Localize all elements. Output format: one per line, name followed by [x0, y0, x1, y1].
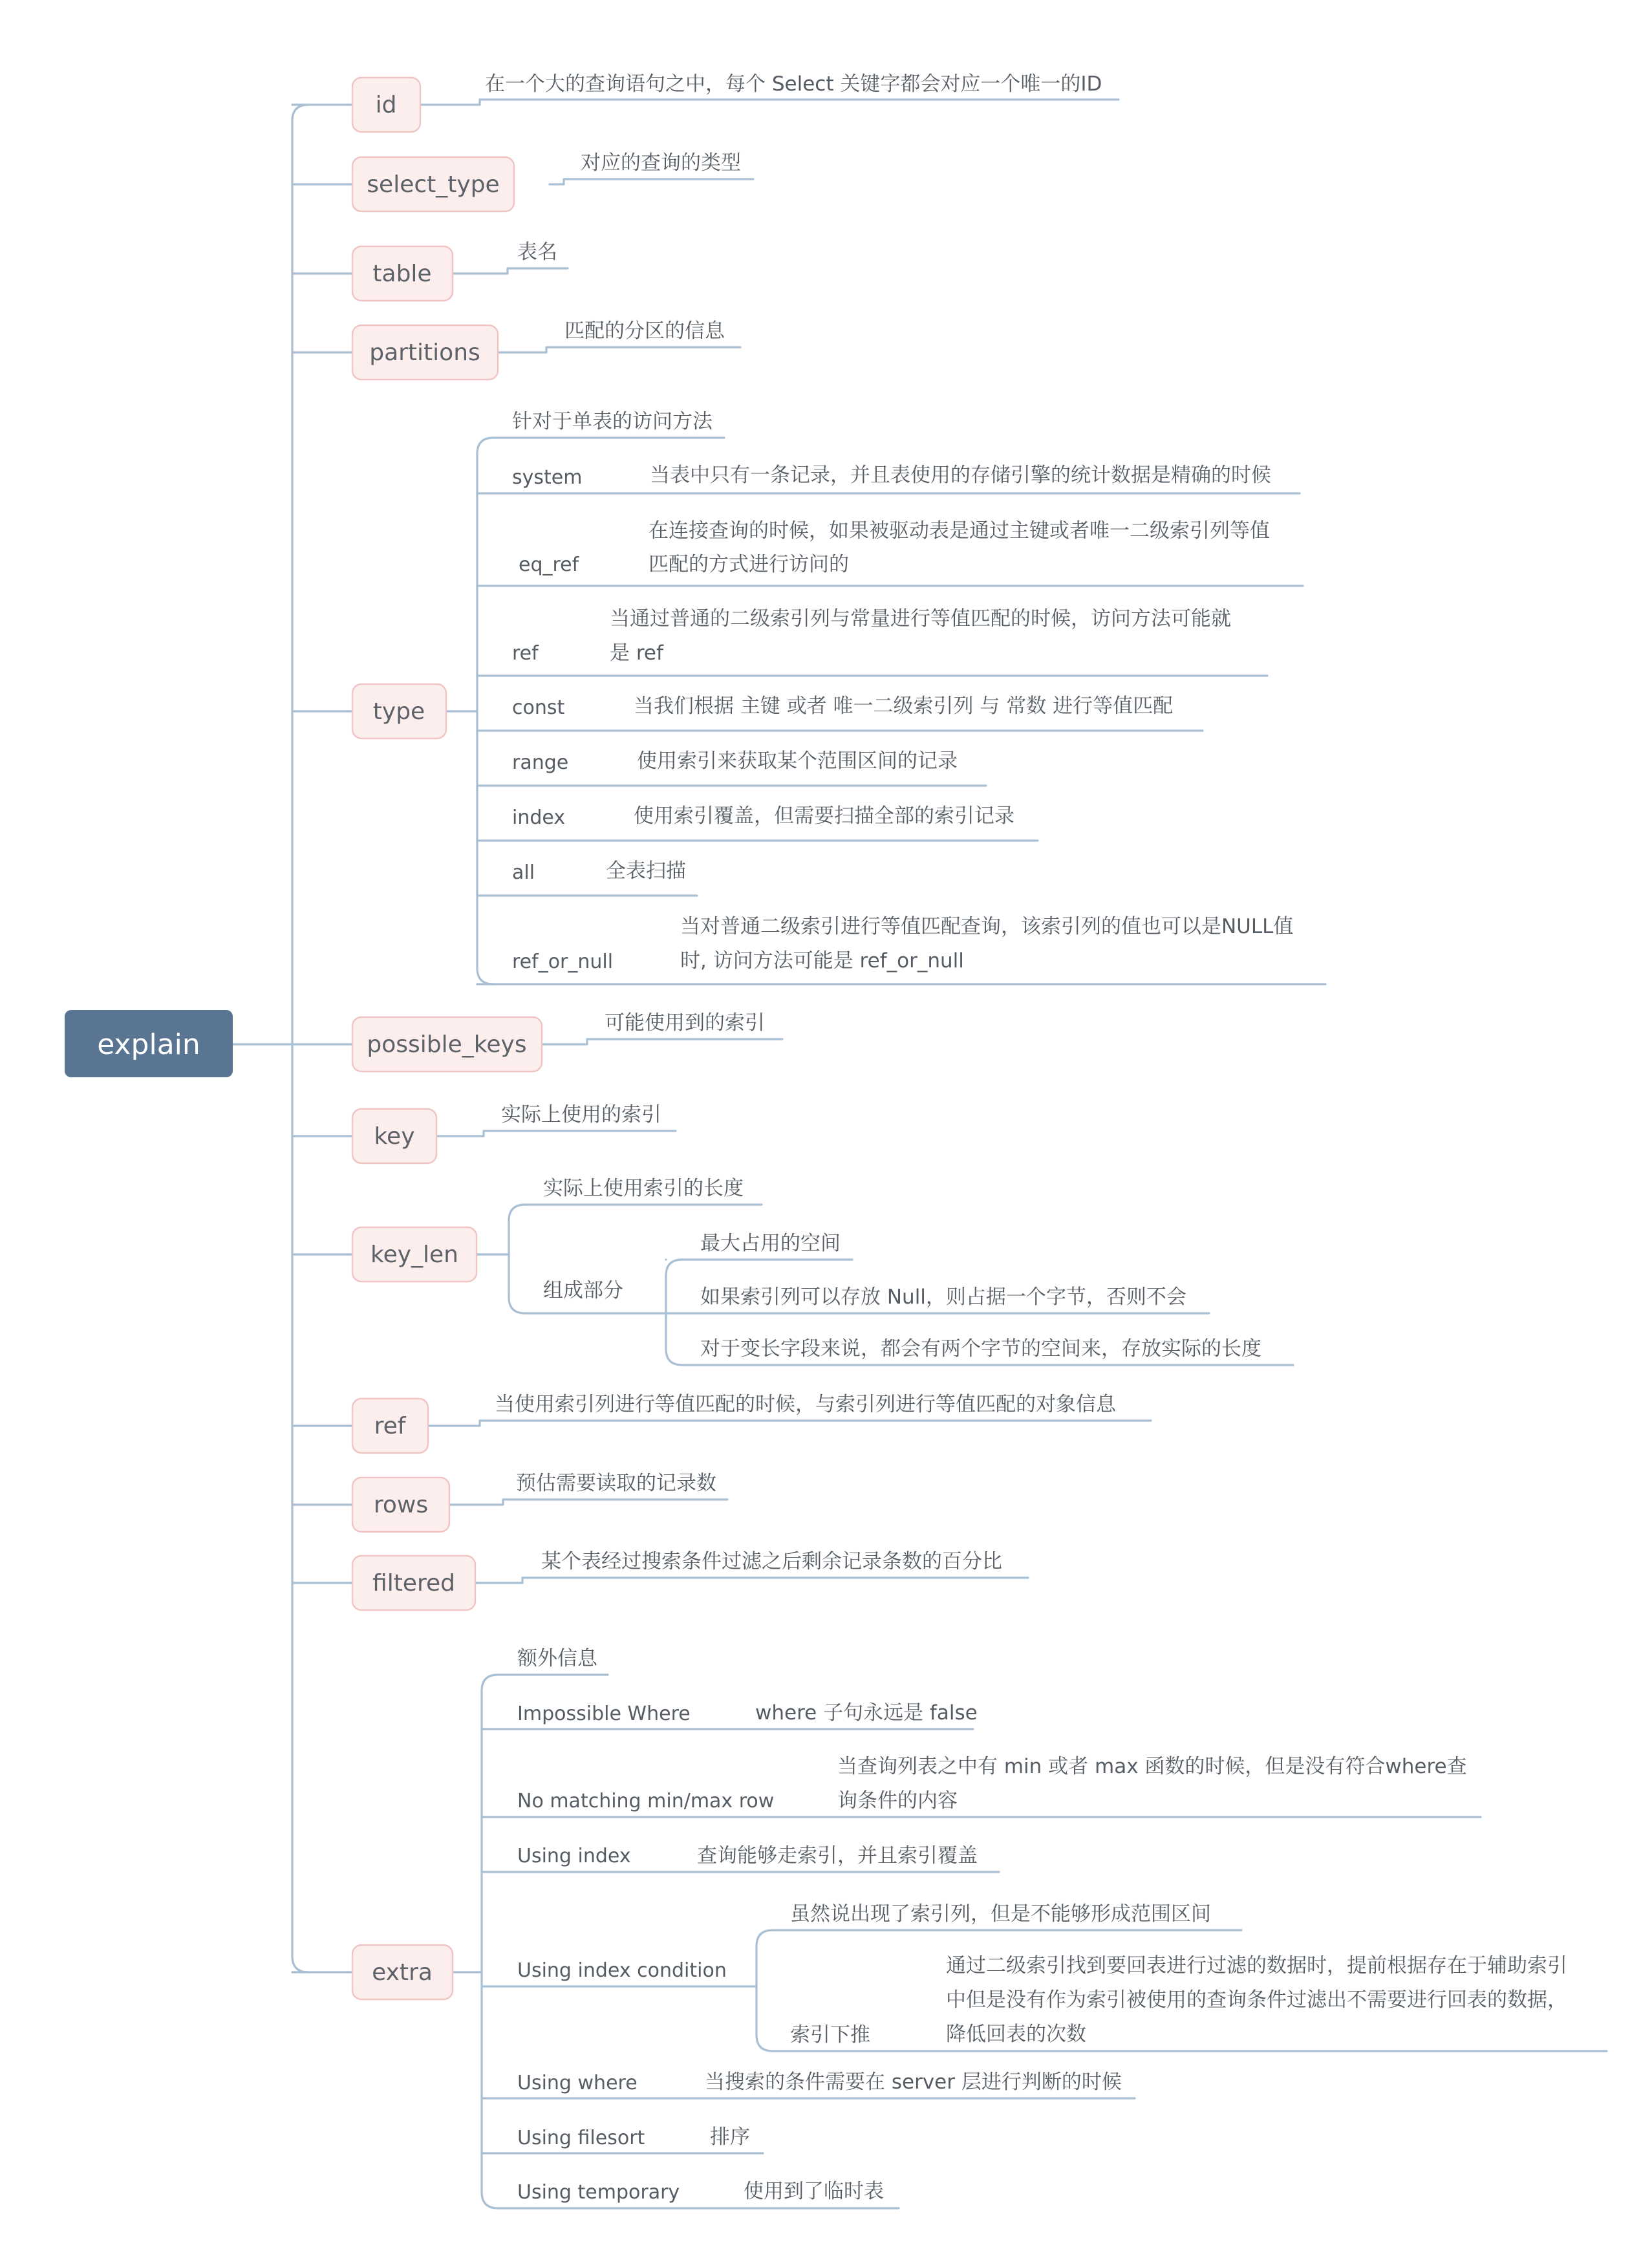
- type-item-key: eq_ref: [519, 554, 579, 576]
- type-item-desc: 当我们根据 主键 或者 唯一二级索引列 与 常数 进行等值匹配: [634, 694, 1174, 718]
- node-key-label: key: [374, 1123, 415, 1150]
- rows-desc: 预估需要读取的记录数: [516, 1472, 716, 1495]
- node-type-label: type: [372, 698, 425, 725]
- type-item-key: ref_or_null: [512, 951, 614, 973]
- type-item-desc: 使用索引覆盖，但需要扫描全部的索引记录: [634, 804, 1014, 828]
- node-filtered[interactable]: [352, 1556, 475, 1610]
- extra-item-key: Using index condition: [517, 1959, 727, 1982]
- possible-keys-desc: 可能使用到的索引: [605, 1011, 765, 1035]
- table-desc: 表名: [517, 241, 557, 264]
- type-item-desc: 全表扫描: [606, 859, 686, 883]
- type-item-desc: 时, 访问方法可能是 ref_or_null: [680, 949, 964, 973]
- extra-item-sub-intro: 虽然说出现了索引列，但是不能够形成范围区间: [790, 1902, 1211, 1926]
- node-filtered-label: filtered: [372, 1570, 455, 1597]
- extra-item-desc: where 子句永远是 false: [755, 1701, 978, 1725]
- extra-item-desc: 查询能够走索引，并且索引覆盖: [697, 1844, 978, 1867]
- ref-desc: 当使用索引列进行等值匹配的时候，与索引列进行等值匹配的对象信息: [495, 1393, 1116, 1416]
- extra-item-key: Using temporary: [517, 2181, 680, 2204]
- node-rows-label: rows: [373, 1492, 429, 1518]
- key-len-group-item: 如果索引列可以存放 Null，则占据一个字节，否则不会: [700, 1285, 1186, 1309]
- key-len-group-item: 最大占用的空间: [700, 1232, 841, 1255]
- type-item-desc: 在连接查询的时候，如果被驱动表是通过主键或者唯一二级索引列等值: [649, 519, 1270, 543]
- type-item-key: system: [512, 466, 583, 489]
- node-id-label: id: [375, 92, 397, 118]
- node-ref[interactable]: [352, 1399, 428, 1453]
- type-item-key: all: [512, 861, 535, 884]
- node-partitions[interactable]: [352, 325, 498, 380]
- type-item-key: const: [512, 696, 565, 719]
- id-desc: 在一个大的查询语句之中，每个 Select 关键字都会对应一个唯一的ID: [485, 72, 1102, 96]
- extra-item-key: Impossible Where: [517, 1703, 691, 1725]
- type-intro: 针对于单表的访问方法: [512, 410, 713, 433]
- connectors: [233, 100, 1607, 2208]
- node-key-len[interactable]: [352, 1227, 477, 1282]
- key-len-group-label: 组成部分: [543, 1279, 623, 1302]
- node-extra[interactable]: [352, 1945, 453, 1999]
- root-node[interactable]: [65, 1010, 233, 1077]
- extra-item-desc: 询条件的内容: [837, 1789, 958, 1812]
- extra-item-key: Using filesort: [517, 2127, 645, 2149]
- root-label: explain: [97, 1028, 200, 1061]
- type-item-key: index: [512, 806, 566, 829]
- node-type[interactable]: [352, 684, 446, 738]
- type-item-desc: 使用索引来获取某个范围区间的记录: [637, 749, 958, 773]
- extra-item-sub-desc: 降低回表的次数: [946, 2023, 1086, 2046]
- node-select-type[interactable]: [352, 157, 514, 211]
- partitions-desc: 匹配的分区的信息: [564, 319, 725, 343]
- node-possible-keys-label: possible_keys: [367, 1031, 527, 1058]
- node-partitions-label: partitions: [369, 339, 480, 366]
- key-desc: 实际上使用的索引: [501, 1103, 661, 1126]
- node-table-label: table: [372, 261, 432, 287]
- node-table[interactable]: [352, 246, 453, 301]
- type-item-desc: 当对普通二级索引进行等值匹配查询，该索引列的值也可以是NULL值: [680, 915, 1294, 938]
- filtered-desc: 某个表经过搜索条件过滤之后剩余记录条数的百分比: [541, 1550, 1002, 1573]
- node-possible-keys[interactable]: [352, 1017, 542, 1071]
- extra-item-key: No matching min/max row: [517, 1790, 775, 1812]
- type-children: [512, 410, 1293, 973]
- extra-item-desc: 排序: [710, 2125, 750, 2149]
- node-id[interactable]: [352, 78, 420, 132]
- extra-item-desc: 使用到了临时表: [744, 2180, 884, 2203]
- extra-item-sub-desc: 通过二级索引找到要回表进行过滤的数据时，提前根据存在于辅助索引: [946, 1954, 1567, 1977]
- node-select-type-label: select_type: [367, 171, 500, 198]
- extra-item-sub-desc: 中但是没有作为索引被使用的查询条件过滤出不需要进行回表的数据，: [946, 1988, 1567, 2012]
- extra-item-key: Using index: [517, 1845, 631, 1867]
- type-item-desc: 当通过普通的二级索引列与常量进行等值匹配的时候，访问方法可能就: [610, 607, 1231, 630]
- extra-intro: 额外信息: [517, 1647, 597, 1670]
- node-extra-label: extra: [372, 1959, 433, 1986]
- node-rows[interactable]: [352, 1478, 449, 1532]
- type-item-desc: 是 ref: [610, 641, 663, 665]
- extra-item-desc: 当搜索的条件需要在 server 层进行判断的时候: [705, 2070, 1122, 2094]
- type-item-desc: 匹配的方式进行访问的: [649, 553, 849, 576]
- node-key[interactable]: [352, 1109, 436, 1163]
- type-item-desc: 当表中只有一条记录，并且表使用的存储引擎的统计数据是精确的时候: [650, 464, 1271, 487]
- key-len-group-item: 对于变长字段来说，都会有两个字节的空间来，存放实际的长度: [700, 1337, 1261, 1360]
- extra-children: [517, 1647, 1567, 2204]
- node-key-len-label: key_len: [370, 1242, 458, 1268]
- type-item-key: range: [512, 751, 569, 774]
- extra-item-sub-key: 索引下推: [790, 2023, 870, 2047]
- extra-item-key: Using where: [517, 2072, 638, 2094]
- key-len-intro: 实际上使用索引的长度: [543, 1177, 744, 1200]
- select-type-desc: 对应的查询的类型: [581, 151, 741, 175]
- node-ref-label: ref: [374, 1413, 406, 1439]
- type-item-key: ref: [512, 642, 539, 665]
- extra-item-desc: 当查询列表之中有 min 或者 max 函数的时候，但是没有符合where查: [837, 1755, 1467, 1778]
